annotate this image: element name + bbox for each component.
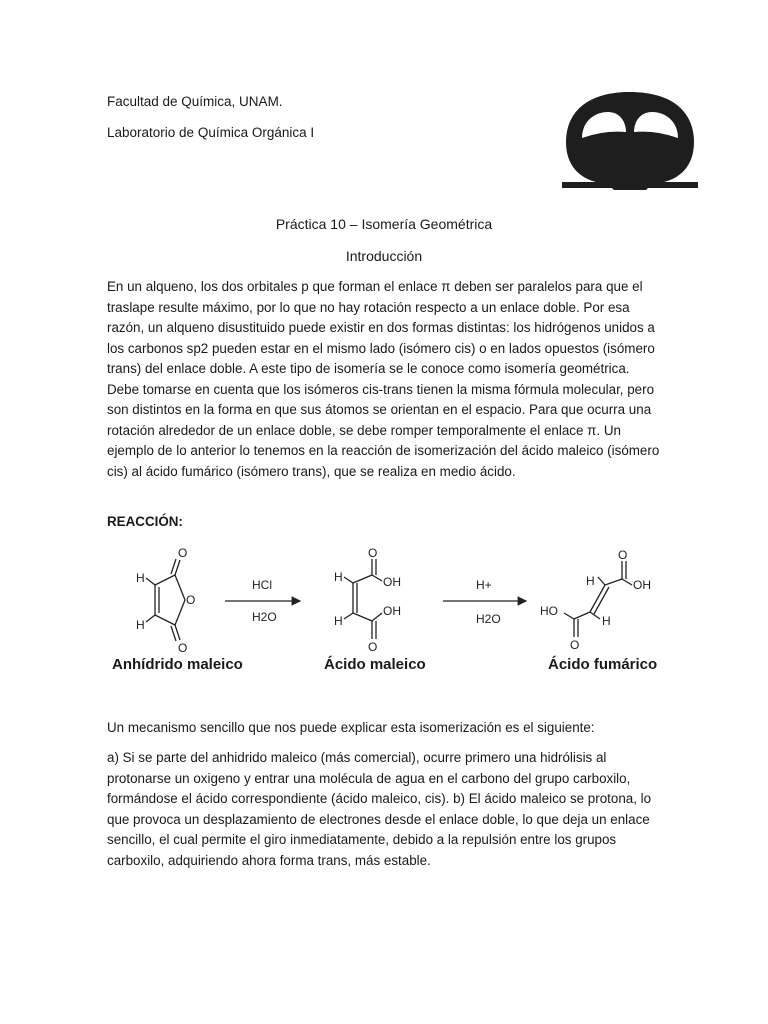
reaction-heading: REACCIÓN:	[107, 514, 183, 529]
o-label: O	[178, 641, 188, 655]
h-label: H	[602, 614, 611, 628]
oh-label: OH	[383, 604, 401, 618]
h-label: H	[136, 571, 145, 585]
h-label: H	[334, 614, 343, 628]
o-label: O	[368, 546, 378, 560]
mechanism-paragraph: a) Si se parte del anhidrido maleico (más comercial), ocurre primero una hidrólisis al protonarse un oxigeno y entrar una molécula de agua en el carbono del grupo carboxilo, formándose el ácido correspondiente (ácido maleico, cis). b) El ácido maleico se protona, lo que provoca un desplazamiento de electrones desde el enlace doble, lo que deja un enlace sencillo, el cual permite el giro inmediatamente, debido a la repulsión entre los grupos carboxilo, adquiriendo ahora forma trans, más estable.	[107, 750, 652, 868]
oh-label: OH	[633, 578, 651, 592]
reaction-scheme	[100, 545, 680, 655]
unam-logo	[560, 92, 700, 192]
institution-name: Facultad de Química, UNAM.	[107, 94, 283, 109]
section-heading: Introducción	[345, 248, 423, 264]
reagent-h2o: H2O	[476, 612, 501, 626]
caption-fumaric-acid: Ácido fumárico	[548, 656, 658, 673]
fumaric-acid-structure	[564, 561, 632, 637]
h-label: H	[334, 570, 343, 584]
o-label: O	[178, 546, 188, 560]
intro-paragraph: En un alqueno, los dos orbitales p que forman el enlace π deben ser paralelos para que el traslape resulte máximo, por lo que no hay rotación respecto a un enlace doble. Por esa razón, un alqueno disustituido puede existir en dos formas distintas: los hidrógenos unidos a los carbonos sp2 pueden estar en el mismo lado (isómero cis) o en lados opuestos (isómero trans) del enlace doble. A este tipo de isomería se le conoce como isomería geométrica. Debe tomarse en cuenta que los isómeros cis-trans tienen la misma fórmula molecular, pero son distintos en la forma en que sus átomos se orientan en el espacio. Para que ocurra una rotación alrededor de un enlace doble, se debe romper temporalmente el enlace π. Un ejemplo de lo anterior lo tenemos en la reacción de isomerización del ácido maleico (isómero cis) al ácido fumárico (isómero trans), que se realiza en medio ácido.	[107, 279, 660, 479]
maleic-anhydride-structure	[146, 559, 185, 641]
reagent-h-plus: H+	[476, 578, 492, 592]
o-label: O	[618, 548, 628, 562]
ho-label: HO	[540, 604, 558, 618]
o-label: O	[368, 640, 378, 654]
page-title: Práctica 10 – Isomería Geométrica	[275, 216, 493, 232]
h-label: H	[586, 574, 595, 588]
o-label: O	[186, 593, 196, 607]
oh-label: OH	[383, 575, 401, 589]
o-label: O	[570, 638, 580, 652]
reagent-hcl: HCl	[252, 578, 272, 592]
h-label: H	[136, 618, 145, 632]
reagent-h2o: H2O	[252, 610, 277, 624]
caption-maleic-acid: Ácido maleico	[324, 656, 426, 673]
caption-maleic-anhydride: Anhídrido maleico	[112, 656, 243, 673]
maleic-acid-structure	[344, 559, 382, 639]
mechanism-intro: Un mecanismo sencillo que nos puede explicar esta isomerización es el siguiente:	[107, 720, 595, 735]
lab-name: Laboratorio de Química Orgánica I	[107, 125, 315, 140]
